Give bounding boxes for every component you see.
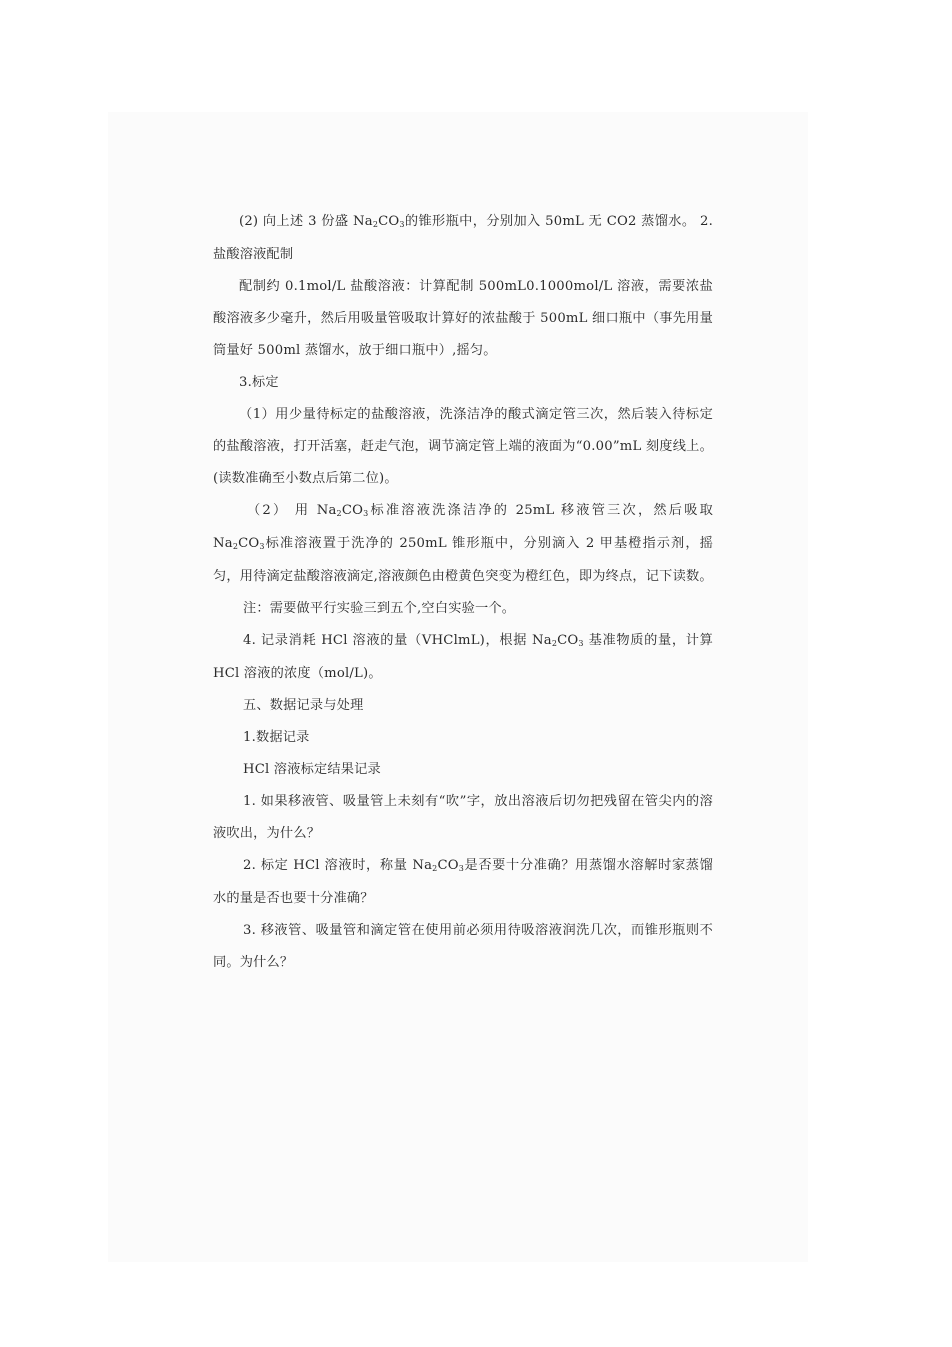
subscript: 3 (399, 220, 405, 229)
paragraph-note: 注：需要做平行实验三到五个,空白实验一个。 (243, 601, 516, 616)
question-1: 1. 如果移液管、吸量管上未刻有“吹”字，放出溶液后切勿把残留在管尖内的溶液吹出，为什么？ (213, 794, 713, 841)
text-run: （2） 用 Na (247, 503, 337, 518)
text-run: 2. 标定 HCl 溶液时，称量 Na (243, 858, 433, 873)
subscript: 3 (259, 542, 265, 551)
question-2 (213, 850, 713, 915)
subscript: 2 (432, 864, 438, 873)
subscript: 2 (372, 220, 379, 229)
text-run: 的锥形瓶中，分别加入 50mL 无 CO2 蒸馏水。 2. 盐酸溶液配制 (213, 214, 713, 262)
text-run: 标准溶液置于洗净的 250mL 锥形瓶中，分别滴入 2 甲基橙指示剂，摇匀，用待滴定盐酸溶液滴定,溶液颜色由橙黄色突变为橙红色，即为终点，记下读数。 (213, 536, 713, 584)
text-run: 4. 记录消耗 HCl 溶液的量（VHClmL)，根据 Na (243, 633, 552, 648)
text-run: 基准物质的量，计算 HCl 溶液的浓度（mol/L)。 (213, 633, 713, 681)
question-3: 3. 移液管、吸量管和滴定管在使用前必须用待吸溶液润洗几次，而锥形瓶则不同。为什么？ (213, 923, 713, 970)
heading-hcl-results: HCl 溶液标定结果记录 (243, 762, 381, 777)
text-run: CO (378, 214, 400, 229)
subscript: 2 (232, 542, 239, 551)
subscript: 3 (578, 639, 584, 648)
paragraph-hcl-preparation: 配制约 0.1mol/L 盐酸溶液：计算配制 500mL0.1000mol/L 溶液，需要浓盐酸溶液多少毫升，然后用吸量管吸取计算好的浓盐酸于 500mL 细口瓶中（事先用量筒量好 500ml 蒸馏水，放于细口瓶中）,摇匀。 (213, 279, 713, 358)
heading-calibration: 3.标定 (239, 375, 279, 390)
document-body (213, 206, 713, 979)
text-run: 是否要十分准确？用蒸馏水溶解时家蒸馏水的量是否也要十分准确？ (213, 858, 714, 906)
paragraph-calibration-step-1: （1）用少量待标定的盐酸溶液，洗涤洁净的酸式滴定管三次，然后装入待标定的盐酸溶液，打开活塞，赶走气泡，调节滴定管上端的液面为“0.00”mL 刻度线上。(读数准确至小数点后第二位)。 (213, 407, 713, 486)
subscript: 2 (336, 509, 342, 518)
text-run: (2) 向上述 3 份盛 Na (239, 214, 373, 229)
paragraph-calibration-step-2 (213, 495, 713, 593)
text-run: 标准溶液洗涤洁净的 25mL 移液管三次，然后吸取 Na (213, 503, 713, 551)
paragraph-step-2-distilled-water (213, 206, 713, 271)
subscript: 3 (363, 509, 369, 518)
paragraph-record-hcl (213, 625, 713, 690)
text-run: CO (437, 858, 459, 873)
heading-data-record: 1.数据记录 (243, 730, 310, 745)
text-run: CO (557, 633, 579, 648)
heading-data-processing: 五、数据记录与处理 (243, 698, 364, 713)
text-run: CO (238, 536, 260, 551)
subscript: 2 (551, 639, 558, 648)
text-run: CO (341, 503, 364, 518)
subscript: 3 (458, 864, 465, 873)
